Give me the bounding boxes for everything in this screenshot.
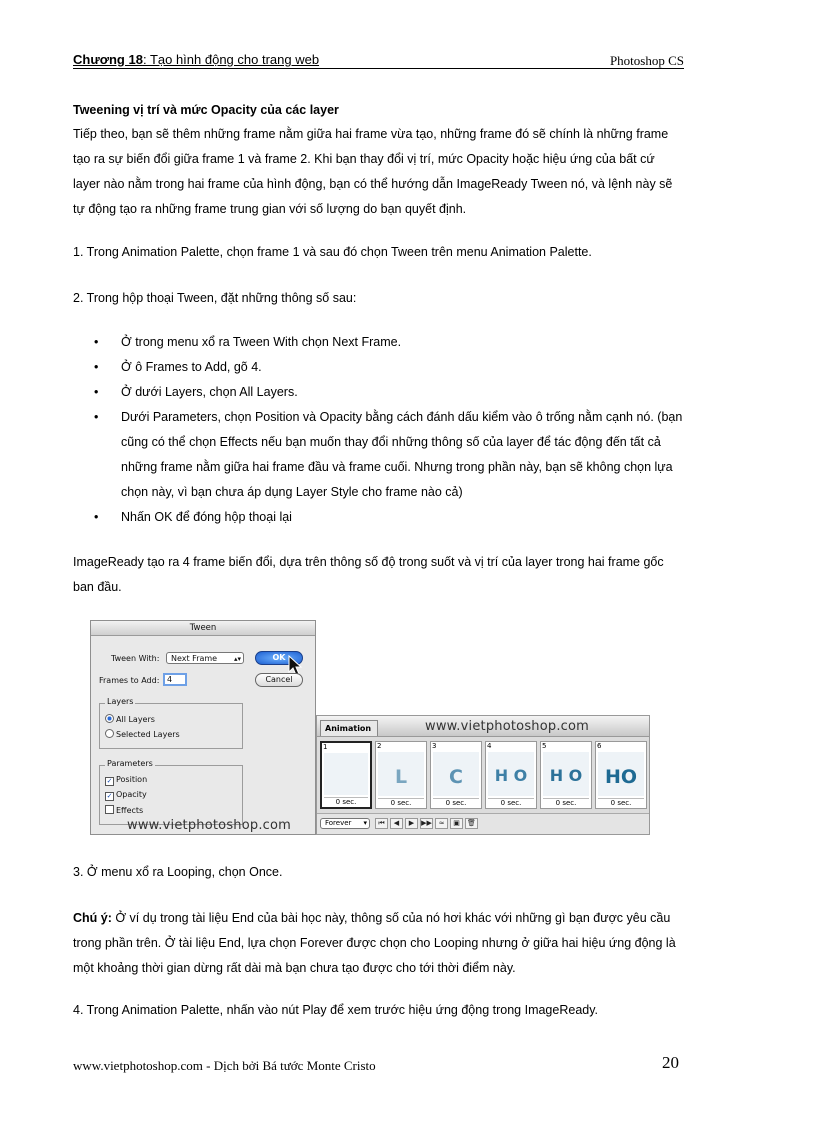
step-4: 4. Trong Animation Palette, nhấn vào nút Play để xem trước hiệu ứng động trong ImageReady. bbox=[73, 1003, 599, 1017]
frame-delay[interactable]: 0 sec. bbox=[488, 798, 534, 807]
effects-label: Effects bbox=[116, 806, 144, 815]
layers-group-label: Layers bbox=[107, 697, 134, 706]
layers-group bbox=[99, 703, 243, 749]
trash-icon[interactable]: 🗑 bbox=[465, 818, 478, 829]
tween-dialog bbox=[90, 620, 316, 835]
section-heading: Tweening vị trí và mức Opacity của các layer bbox=[73, 103, 339, 117]
frame-text: L bbox=[394, 766, 408, 788]
frame-delay[interactable]: 0 sec. bbox=[324, 797, 368, 806]
frame-delay[interactable]: 0 sec. bbox=[433, 798, 479, 807]
frame-thumbnail bbox=[598, 752, 644, 796]
position-checkbox[interactable] bbox=[105, 775, 147, 786]
animation-palette bbox=[316, 715, 650, 835]
frame-thumbnail bbox=[324, 753, 368, 795]
step-3: 3. Ở menu xổ ra Looping, chọn Once. bbox=[73, 865, 283, 879]
frame-text: H O bbox=[549, 766, 583, 785]
new-frame-icon[interactable]: ▣ bbox=[450, 818, 463, 829]
looping-value: Forever bbox=[325, 819, 352, 827]
play-icon[interactable]: ▶ bbox=[405, 818, 418, 829]
frame-text: H O bbox=[494, 766, 528, 785]
all-layers-label: All Layers bbox=[116, 715, 155, 724]
frames-to-add-label: Frames to Add: bbox=[99, 676, 160, 685]
list-item: • Ở trong menu xổ ra Tween With chọn Next Frame. bbox=[94, 330, 684, 355]
settings-list bbox=[94, 330, 684, 530]
note-label: Chú ý: bbox=[73, 911, 112, 925]
animation-frame[interactable] bbox=[485, 741, 537, 809]
intro-paragraph: Tiếp theo, bạn sẽ thêm những frame nằm giữa hai frame vừa tạo, những frame đó sẽ chính là những frame tạo ra sự biến đổi giữa frame 1 và frame 2. Khi bạn thay đổi vị trí, mức Opacity hoặc hiệu ứng của bất cứ layer nào nằm trong hai frame của hình động, bạn có thể hướng dẫn ImageReady Tween nó, và lệnh này sẽ tự động tạo ra những frame trung gian với số lượng do bạn quyết định. bbox=[73, 127, 673, 216]
frame-text: HO bbox=[604, 766, 638, 788]
note-text: Ở ví dụ trong tài liệu End của bài học này, thông số của nó hơi khác với những gì bạn được yêu cầu trong phần trên. Ở tài liệu End, lựa chọn Forever được chọn cho Looping nhưng ở giữa hai hiệu ứng động là một khoảng thời gian dừng rất dài mà bạn chưa tạo được cho tới thời điểm này. bbox=[73, 911, 676, 975]
frame-delay[interactable]: 0 sec. bbox=[378, 798, 424, 807]
animation-frame[interactable] bbox=[375, 741, 427, 809]
step-2: 2. Trong hộp thoại Tween, đặt những thông số sau: bbox=[73, 291, 357, 305]
chevron-updown-icon: ▴▾ bbox=[233, 655, 241, 663]
frame-number: 5 bbox=[542, 742, 547, 750]
tween-icon[interactable]: ≈ bbox=[435, 818, 448, 829]
list-item: • Nhấn OK để đóng hộp thoại lại bbox=[94, 505, 684, 530]
empty-check-icon bbox=[105, 805, 114, 814]
list-item: • Dưới Parameters, chọn Position và Opacity bằng cách đánh dấu kiểm vào ô trống nằm cạnh nó. (bạn cũng có thể chọn Effects nếu bạn muốn thay đổi những thông số của layer để tác động đến tất cả những frame nằm giữa hai frame đầu và frame cuối. Nhưng trong phần này, bạn sẽ không chọn lựa chọn này, vì bạn chưa áp dụng Layer Style cho frame nào cả) bbox=[94, 405, 684, 505]
looping-select[interactable] bbox=[320, 818, 370, 829]
frame-delay[interactable]: 0 sec. bbox=[543, 798, 589, 807]
opacity-checkbox[interactable] bbox=[105, 790, 147, 801]
page-header bbox=[73, 52, 684, 69]
frame-delay[interactable]: 0 sec. bbox=[598, 798, 644, 807]
animation-frame[interactable] bbox=[595, 741, 647, 809]
check-icon: ✓ bbox=[106, 792, 113, 800]
palette-controls bbox=[317, 813, 649, 834]
list-item: • Ở dưới Layers, chọn All Layers. bbox=[94, 380, 684, 405]
note-paragraph bbox=[73, 906, 685, 981]
animation-tab[interactable]: Animation bbox=[320, 720, 378, 736]
frames-to-add-input[interactable]: 4 bbox=[163, 673, 187, 686]
selected-layers-radio[interactable] bbox=[105, 729, 180, 739]
dialog-title: Tween bbox=[91, 621, 315, 636]
list-item: • Ở ô Frames to Add, gõ 4. bbox=[94, 355, 684, 380]
chapter-label: Chương 18 bbox=[73, 52, 143, 67]
frame-number: 4 bbox=[487, 742, 492, 750]
frame-number: 6 bbox=[597, 742, 602, 750]
animation-frame[interactable] bbox=[320, 741, 372, 809]
palette-watermark: www.vietphotoshop.com bbox=[425, 719, 590, 734]
tween-screenshot bbox=[90, 620, 650, 835]
radio-off-icon bbox=[105, 729, 114, 738]
footer-credit: www.vietphotoshop.com - Dịch bởi Bá tước Monte Cristo bbox=[73, 1058, 376, 1073]
frame-text: C bbox=[449, 766, 463, 788]
animation-frame[interactable] bbox=[540, 741, 592, 809]
tween-with-label: Tween With: bbox=[111, 654, 160, 663]
radio-on-icon bbox=[105, 714, 114, 723]
chapter-title bbox=[73, 52, 319, 67]
effects-checkbox[interactable] bbox=[105, 805, 143, 815]
frame-number: 1 bbox=[323, 743, 328, 751]
palette-titlebar bbox=[317, 716, 649, 737]
watermark: www.vietphotoshop.com bbox=[127, 818, 292, 833]
all-layers-radio[interactable] bbox=[105, 714, 155, 724]
check-icon: ✓ bbox=[106, 777, 113, 785]
next-frame-icon[interactable]: ▶▶ bbox=[421, 819, 432, 827]
frame-thumbnail bbox=[488, 752, 534, 796]
ok-button[interactable]: OK bbox=[255, 651, 303, 665]
frame-thumbnail bbox=[543, 752, 589, 796]
parameters-group-label: Parameters bbox=[107, 759, 153, 768]
chapter-subtitle: : Tạo hình động cho trang web bbox=[142, 52, 320, 67]
tween-with-value: Next Frame bbox=[171, 654, 218, 663]
selected-layers-label: Selected Layers bbox=[116, 730, 180, 739]
animation-frame[interactable] bbox=[430, 741, 482, 809]
page-number: 20 bbox=[662, 1053, 679, 1072]
frame-thumbnail bbox=[433, 752, 479, 796]
frame-thumbnail bbox=[378, 752, 424, 796]
opacity-label: Opacity bbox=[116, 790, 147, 799]
product-name: Photoshop CS bbox=[609, 53, 684, 68]
step-1: 1. Trong Animation Palette, chọn frame 1 và sau đó chọn Tween trên menu Animation Palette. bbox=[73, 245, 592, 259]
chevron-down-icon: ▾ bbox=[363, 819, 367, 827]
previous-frame-icon[interactable]: ◀ bbox=[390, 818, 403, 829]
cancel-button[interactable]: Cancel bbox=[255, 673, 303, 687]
first-frame-icon[interactable]: ⏮ bbox=[375, 818, 388, 829]
frame-number: 2 bbox=[377, 742, 382, 750]
frame-number: 3 bbox=[432, 742, 437, 750]
tween-with-select[interactable] bbox=[166, 652, 244, 664]
result-paragraph: ImageReady tạo ra 4 frame biến đổi, dựa trên thông số độ trong suốt và vị trí của layer trong hai frame gốc ban đầu. bbox=[73, 555, 664, 594]
position-label: Position bbox=[116, 775, 148, 784]
